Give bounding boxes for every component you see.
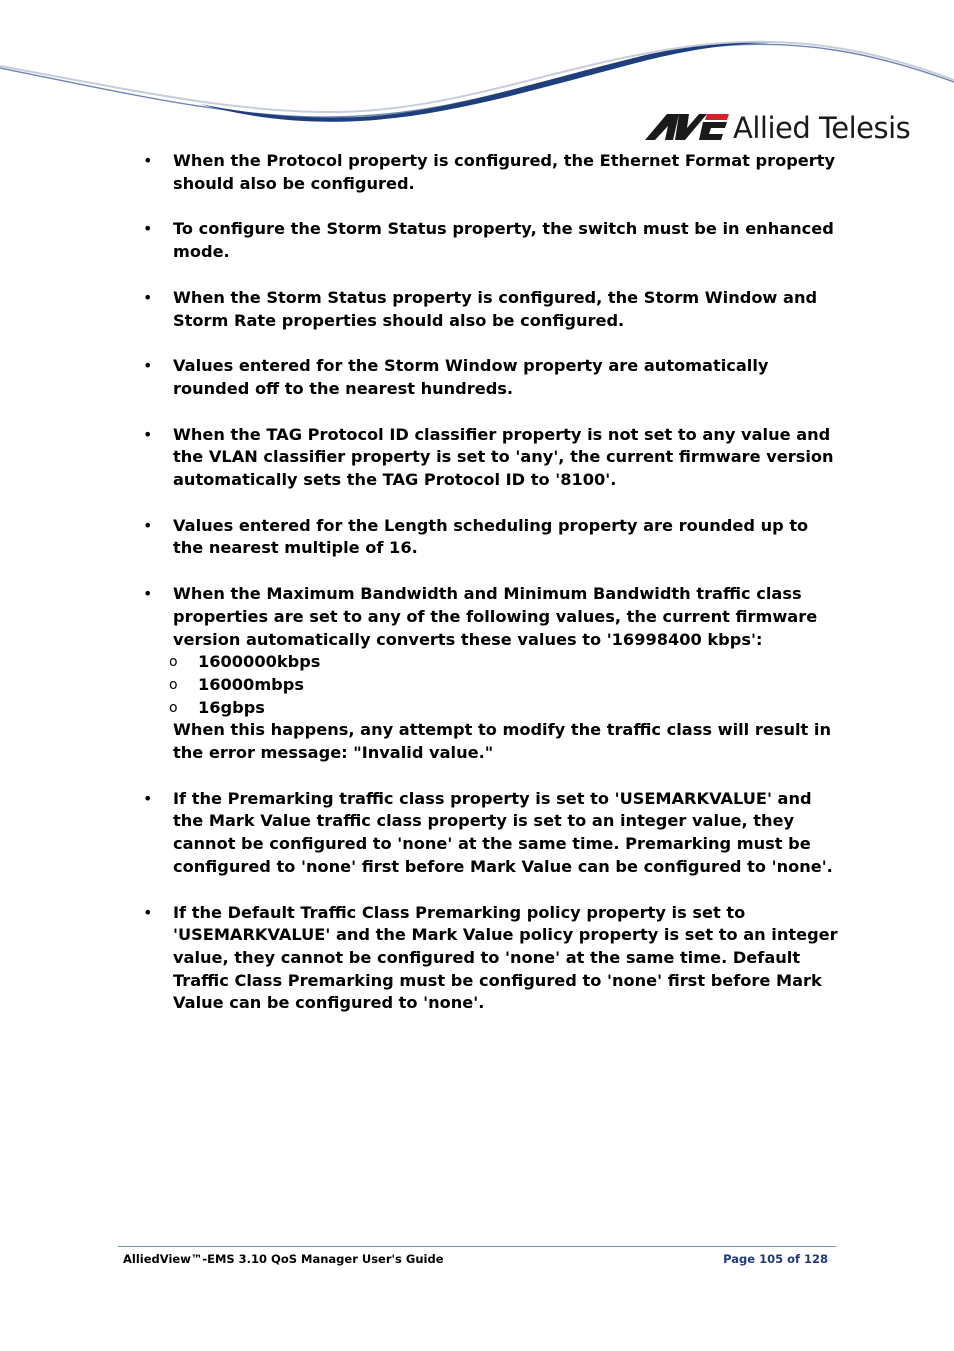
allied-telesis-mark-icon	[645, 114, 729, 140]
list-item	[140, 218, 840, 263]
document-body	[140, 150, 840, 1038]
sub-list-item: o 1600000kbps	[140, 651, 840, 674]
footer-divider	[118, 1246, 836, 1247]
list-item	[140, 287, 840, 332]
bullet-text: If the Premarking traffic class property is set to 'USEMARKVALUE' and the Mark Value traffic class property is set to an integer value, they cannot be configured to 'none' at the same time. Premarking must be configured to 'none' first before Mark Value can be configured to 'none'.	[173, 788, 833, 876]
list-item	[140, 355, 840, 400]
sub-list-item: o 16000mbps	[140, 674, 840, 697]
bullet-text: When the TAG Protocol ID classifier property is not set to any value and the VLAN classifier property is set to 'any', the current firmware version automatically sets the TAG Protocol ID to '8100'.	[173, 424, 834, 490]
logo-wordmark: Allied Telesis	[733, 111, 911, 145]
allied-telesis-logo	[645, 108, 911, 148]
bullet-followup-text: When this happens, any attempt to modify the traffic class will result in the error message: "Invalid value."	[173, 720, 831, 763]
bandwidth-values-list	[140, 651, 840, 719]
bullet-text: Values entered for the Length scheduling property are rounded up to the nearest multiple of 16.	[173, 515, 809, 558]
footer-guide-title: AlliedView™-EMS 3.10 QoS Manager User's Guide	[123, 1252, 444, 1266]
bullet-text: When the Maximum Bandwidth and Minimum Bandwidth traffic class properties are set to any of the following values, the current firmware version automatically converts these values to '16998400 kbps':	[173, 584, 818, 649]
bullet-text: To configure the Storm Status property, the switch must be in enhanced mode.	[173, 219, 834, 262]
bullet-text: When the Protocol property is configured, the Ethernet Format property should also be configured.	[173, 151, 836, 193]
list-item	[140, 150, 840, 195]
notes-list	[140, 150, 840, 1015]
bullet-text: Values entered for the Storm Window property are automatically rounded off to the nearest hundreds.	[173, 356, 769, 398]
list-item	[140, 583, 840, 765]
list-item	[140, 902, 840, 1016]
list-item	[140, 424, 840, 492]
footer-page-number: Page 105 of 128	[723, 1252, 828, 1266]
bullet-text: If the Default Traffic Class Premarking policy property is set to 'USEMARKVALUE' and the Mark Value policy property is set to an integer value, they cannot be configured to 'none' at the same time. Default Traffic Class Premarking must be configured to 'none' first before Mark Value can be configured to 'none'.	[173, 902, 838, 1013]
list-item	[140, 515, 840, 560]
bullet-text: When the Storm Status property is configured, the Storm Window and Storm Rate properties should also be configured.	[173, 287, 818, 330]
list-item	[140, 788, 840, 879]
sub-list-item: o 16gbps	[140, 697, 840, 720]
